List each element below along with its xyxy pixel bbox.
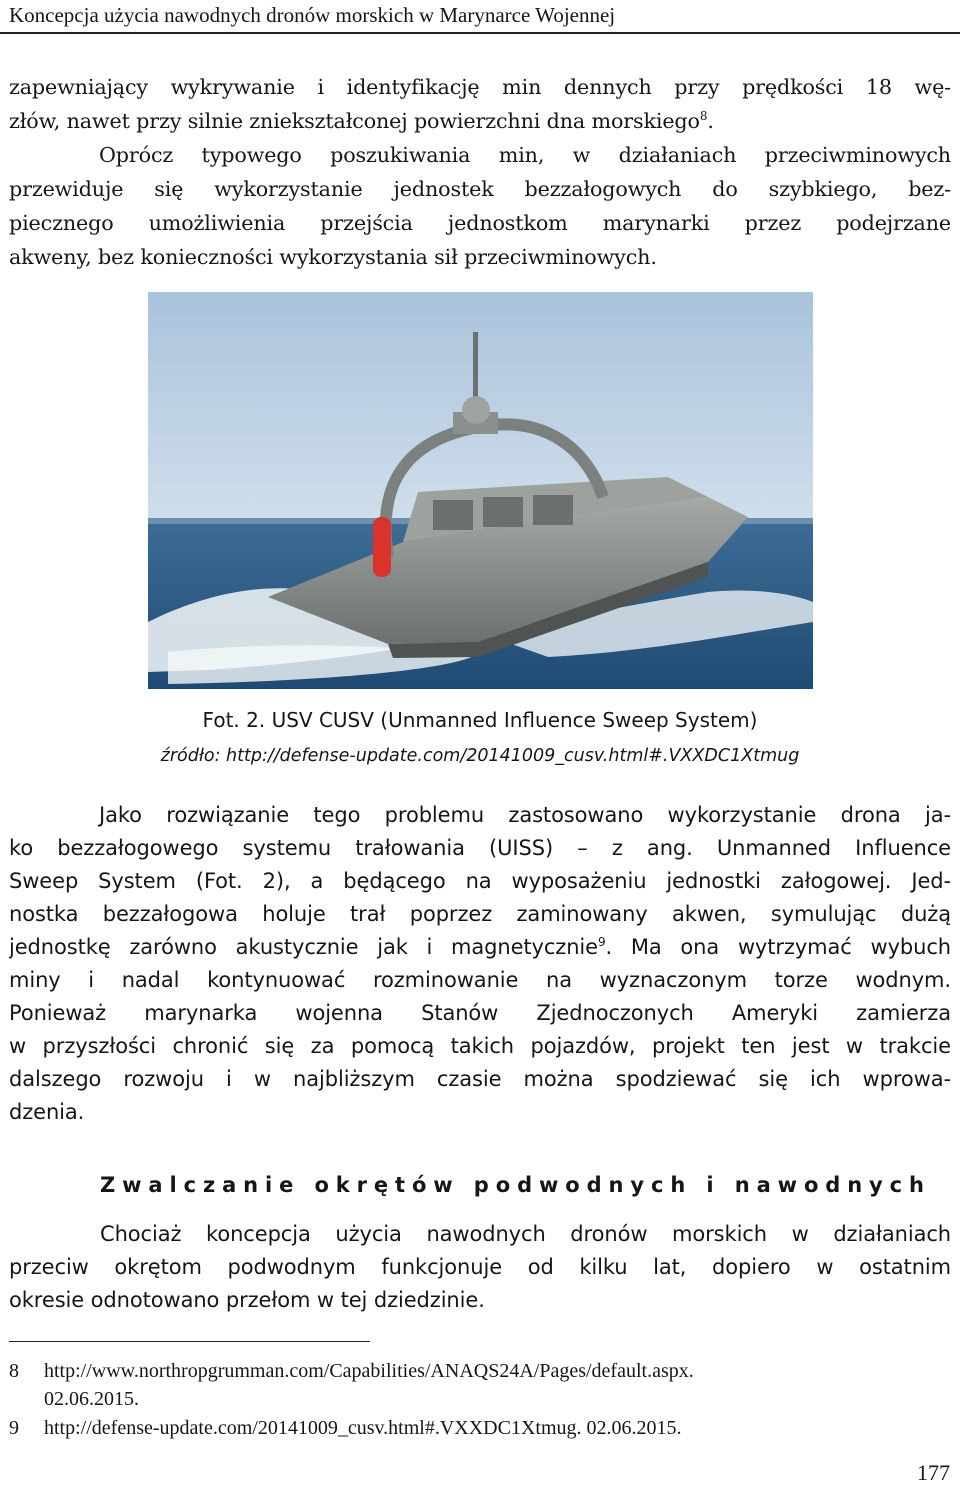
paragraph-2-line-9: dalszego rozwoju i w najbliższym czasie można spodziewać się ich wprowa- bbox=[9, 1067, 951, 1091]
section-paragraph bbox=[9, 1218, 951, 1317]
boat-hatch-1 bbox=[433, 500, 473, 530]
boat-hatch-2 bbox=[483, 497, 523, 527]
usv-photo bbox=[148, 292, 813, 689]
footnote-rule bbox=[9, 1341, 370, 1342]
paragraph-1-line-3: Oprócz typowego poszukiwania min, w działaniach przeciwminowych bbox=[99, 143, 951, 167]
boat-hatch-3 bbox=[533, 495, 573, 525]
figure-caption: Fot. 2. USV CUSV (Unmanned Influence Sweep System) bbox=[202, 708, 758, 732]
footnote-8-link[interactable]: http://www.northropgrumman.com/Capabilities/ANAQS24A/Pages/default.aspx. bbox=[44, 1360, 694, 1382]
paragraph-2-line-2: ko bezzałogowego systemu trałowania (UISS) – z ang. Unmanned Influence bbox=[9, 836, 951, 860]
paragraph-1-line-6: akweny, bez konieczności wykorzystania sił przeciwminowych. bbox=[9, 245, 657, 269]
section-paragraph-line-2: przeciw okrętom podwodnym funkcjonuje od kilku lat, dopiero w ostatnim bbox=[9, 1255, 951, 1279]
section-paragraph-line-3: okresie odnotowano przełom w tej dziedzinie. bbox=[9, 1288, 485, 1312]
running-header: Koncepcja użycia nawodnych dronów morskich w Marynarce Wojennej bbox=[9, 3, 616, 27]
header-rule bbox=[0, 32, 960, 34]
footnote-9-link[interactable]: http://defense-update.com/20141009_cusv.html#.VXXDC1Xtmug. 02.06.2015. bbox=[44, 1417, 682, 1439]
footnote-8-number: 8 bbox=[9, 1360, 19, 1382]
paragraph-2 bbox=[9, 799, 951, 1129]
paragraph-1-line-1: zapewniający wykrywanie i identyfikację min dennych przy prędkości 18 wę- bbox=[9, 75, 951, 99]
footnote-9-number: 9 bbox=[9, 1417, 19, 1439]
paragraph-2-line-8: w przyszłości chronić się za pomocą takich pojazdów, projekt ten jest w trakcie bbox=[9, 1034, 951, 1058]
usv-photo-illustration bbox=[148, 292, 813, 689]
figure-source[interactable]: źródło: http://defense-update.com/20141009_cusv.html#.VXXDC1Xtmug bbox=[160, 746, 800, 766]
paragraph-1 bbox=[9, 70, 951, 274]
paragraph-1-line-2-text: złów, nawet przy silnie zniekształconej powierzchni dna morskiego bbox=[9, 109, 700, 133]
paragraph-1-line-5: piecznego umożliwienia przejścia jednostkom marynarki przez podejrzane bbox=[9, 211, 951, 235]
red-float bbox=[373, 517, 391, 577]
paragraph-2-line-4: nostka bezzałogowa holuje trał poprzez zaminowany akwen, symulując dużą bbox=[9, 902, 951, 926]
paragraph-2-line-5-a: jednostkę zarówno akustycznie jak i magnetycznie bbox=[9, 935, 598, 959]
sensor-ball bbox=[462, 396, 490, 424]
paragraph-2-line-10: dzenia. bbox=[9, 1100, 85, 1124]
paragraph-2-line-1: Jako rozwiązanie tego problemu zastosowano wykorzystanie drona ja- bbox=[99, 803, 951, 827]
paragraph-2-line-7: Ponieważ marynarka wojenna Stanów Zjednoczonych Ameryki zamierza bbox=[9, 1001, 951, 1025]
footnote-ref-9[interactable]: 9 bbox=[597, 935, 606, 949]
section-paragraph-line-1: Chociaż koncepcja użycia nawodnych dronów morskich w działaniach bbox=[100, 1222, 951, 1246]
paragraph-2-line-6: miny i nadal kontynuować rozminowanie na wyznaczonym torze wodnym. bbox=[9, 968, 951, 992]
paragraph-2-line-5-b: . Ma ona wytrzymać wybuch bbox=[605, 935, 951, 959]
paragraph-1-line-4: przewiduje się wykorzystanie jednostek bezzałogowych do szybkiego, bez- bbox=[9, 177, 951, 201]
footnote-ref-8[interactable]: 8 bbox=[699, 109, 708, 124]
page-number: 177 bbox=[917, 1460, 950, 1485]
section-heading: Zwalczanie okrętów podwodnych i nawodnych bbox=[100, 1173, 931, 1197]
paragraph-2-line-3: Sweep System (Fot. 2), a będącego na wyposażeniu jednostki załogowej. Jed- bbox=[9, 869, 951, 893]
paragraph-2-line-5 bbox=[9, 931, 951, 964]
paragraph-1-line-2-end: . bbox=[707, 109, 714, 133]
footnote-8-date: 02.06.2015. bbox=[44, 1388, 139, 1410]
paragraph-1-line-2 bbox=[9, 104, 951, 138]
